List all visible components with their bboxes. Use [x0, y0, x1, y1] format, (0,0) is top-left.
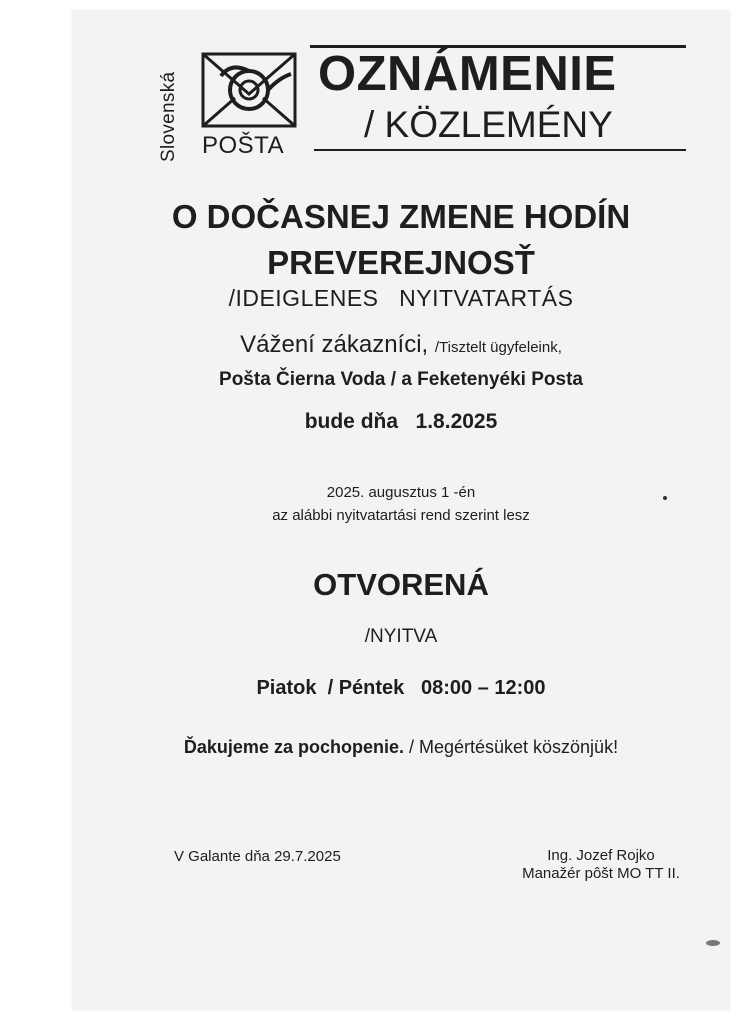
- logo-posta-text: POŠTA: [202, 132, 285, 159]
- date-line: bude dňa 1.8.2025: [304, 410, 498, 433]
- place-date: V Galante dňa 29.7.2025: [174, 848, 341, 865]
- thanks-sk: Ďakujeme za pochopenie.: [183, 737, 404, 757]
- thanks-hu: / Megértésüket köszönjük!: [403, 737, 619, 757]
- greeting: [72, 331, 730, 359]
- slovak-post-horn-icon: [201, 52, 297, 128]
- open-status-hu: /NYITVA: [364, 626, 438, 647]
- thanks-line: [72, 737, 730, 758]
- scan-speck: [663, 496, 667, 500]
- signature-block: [506, 847, 696, 883]
- scan-speck: [706, 940, 720, 946]
- post-office-name: Pošta Čierna Voda / a Feketenyéki Posta: [219, 369, 583, 390]
- logo-vertical-text: Slovenská: [158, 71, 179, 162]
- signer-name: Ing. Jozef Rojko: [547, 847, 655, 864]
- page-subtitle: / KÖZLEMÉNY: [364, 104, 613, 145]
- notice-heading-hu: /IDEIGLENES NYITVATARTÁS: [228, 285, 574, 311]
- notice-heading-line2: PREVEREJNOSŤ: [267, 244, 535, 281]
- subtitle-underline: [314, 149, 686, 151]
- greeting-hu: /Tisztelt ügyfeleink,: [434, 339, 562, 356]
- greeting-sk: Vážení zákazníci,: [240, 331, 429, 358]
- hu-date: 2025. augusztus 1 -én: [326, 484, 476, 501]
- open-status: OTVORENÁ: [313, 567, 489, 602]
- notice-heading-line1: O DOČASNEJ ZMENE HODÍN: [171, 198, 631, 235]
- signer-title: Manažér pôšt MO TT II.: [522, 865, 680, 882]
- page-title: OZNÁMENIE: [318, 47, 617, 101]
- opening-hours: Piatok / Péntek 08:00 – 12:00: [256, 677, 546, 699]
- hu-rule: az alábbi nyitvatartási rend szerint lesz: [272, 507, 530, 524]
